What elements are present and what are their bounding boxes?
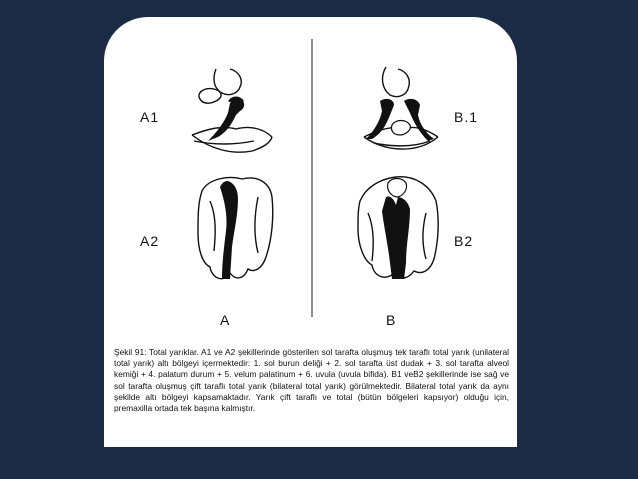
label-a1: A1 [140, 109, 160, 125]
figure-caption: Şekil 91: Total yarıklar. A1 ve A2 şekillerinde gösterilen sol tarafta oluşmuş tek taraflı total yarık (unilateral total yarık) altı bölgeyi içermektedir: 1. sol burun deliği + 2. sol tarafta üst dudak + 3. sol tarafta alveol kemiği + 4. palatum durum + 5. velum palatinum + 6. uvula (uvula bifida). B1 veB2 şekillerinde ise sağ ve sol tarafta oluşmuş çift taraflı total yarık (bilateral total yarık) görülmektedir. Bilateral total yarık da aynı şekilde altı bölgeyi kapsamaktadır. Yarık çift taraflı ve total (bütün bölgeleri kapsıyor) olduğu için, premaxilla ortada tek başına kalmıştır. [114, 347, 509, 414]
cleft-b1-right [404, 99, 434, 141]
cleft-a2 [220, 181, 238, 279]
label-b2: B2 [454, 233, 474, 249]
cleft-b2 [382, 196, 410, 279]
slide-card [104, 17, 517, 447]
label-b: B [386, 312, 397, 328]
premaxilla-b2 [388, 179, 407, 198]
label-a2: A2 [140, 233, 160, 249]
cleft-illustration [104, 17, 517, 347]
label-b1: B.1 [454, 109, 479, 125]
cleft-b1-left [366, 99, 394, 139]
label-a: A [220, 312, 231, 328]
premaxilla-b1 [391, 121, 410, 136]
cleft-a1 [208, 101, 244, 141]
